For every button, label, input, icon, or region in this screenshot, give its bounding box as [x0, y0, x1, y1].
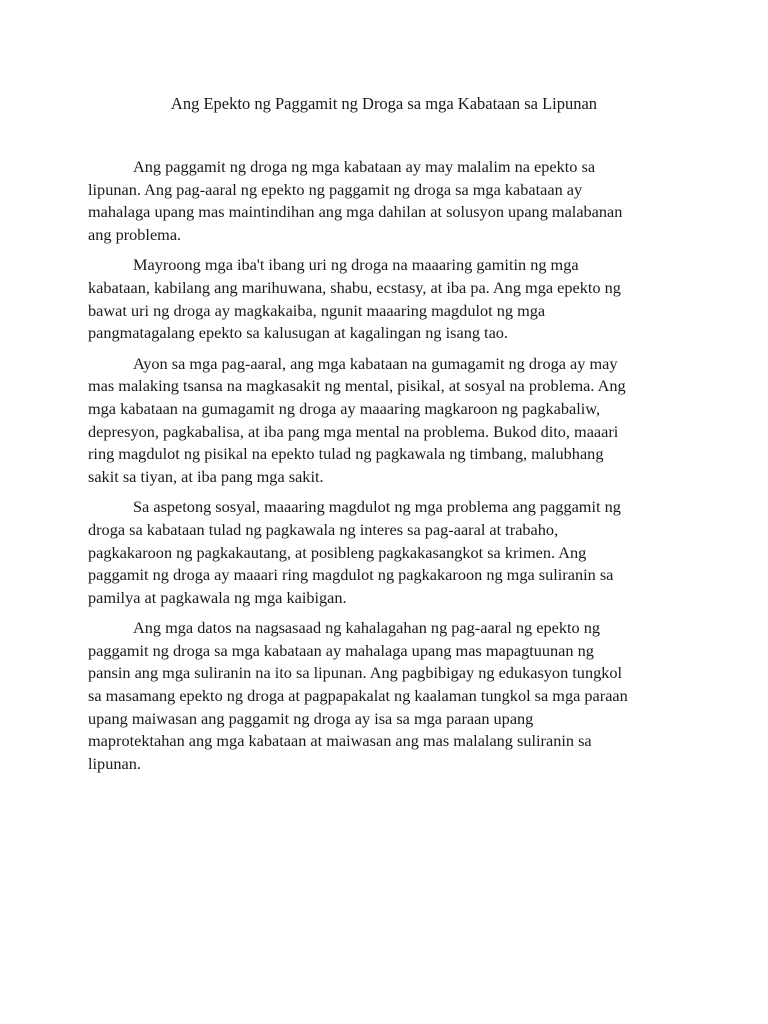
paragraph-line: Sa aspetong sosyal, maaaring magdulot ng mga problema ang paggamit ng [133, 497, 621, 517]
paragraph-3 [88, 353, 686, 489]
paragraph-line: upang maiwasan ang paggamit ng droga ay isa sa mga paraan upang [88, 708, 534, 728]
paragraph-line: maprotektahan ang mga kabataan at maiwasan ang mas malalang suliranin sa [88, 731, 592, 751]
paragraph-4 [88, 496, 686, 609]
paragraph-line: lipunan. Ang pag-aaral ng epekto ng paggamit ng droga sa mga kabataan ay [88, 179, 583, 199]
paragraph-line: paggamit ng droga ay maaari ring magdulot ng pagkakaroon ng mga suliranin sa [88, 565, 614, 585]
paragraph-line: ring magdulot ng pisikal na epekto tulad ng pagkawala ng timbang, malubhang [88, 444, 604, 464]
paragraph-line: bawat uri ng droga ay magkakaiba, ngunit maaaring magdulot ng mga [88, 300, 546, 320]
paragraph-line: Ang paggamit ng droga ng mga kabataan ay may malalim na epekto sa [133, 157, 596, 176]
paragraph-line: kabataan, kabilang ang marihuwana, shabu, ecstasy, at iba pa. Ang mga epekto ng [88, 277, 621, 297]
document-body [88, 156, 686, 783]
paragraph-line: ang problema. [88, 224, 182, 244]
paragraph-line: pamilya at pagkawala ng mga kaibigan. [88, 587, 347, 607]
paragraph-5 [88, 617, 686, 775]
paragraph-line: sa masamang epekto ng droga at pagpapakalat ng kaalaman tungkol sa mga paraan [88, 686, 628, 706]
paragraph-line: lipunan. [88, 753, 141, 773]
paragraph-line: pansin ang mga suliranin na ito sa lipunan. Ang pagbibigay ng edukasyon tungkol [88, 663, 623, 683]
paragraph-1 [88, 156, 686, 246]
paragraph-line: sakit sa tiyan, at iba pang mga sakit. [88, 466, 324, 486]
paragraph-line: Mayroong mga iba't ibang uri ng droga na maaaring gamitin ng mga [133, 255, 579, 275]
paragraph-line: depresyon, pagkabalisa, at iba pang mga mental na problema. Bukod dito, maaari [88, 421, 619, 441]
paragraph-line: mahalaga upang mas maintindihan ang mga dahilan at solusyon upang malabanan [88, 202, 623, 222]
paragraph-line: mas malaking tsansa na magkasakit ng mental, pisikal, at sosyal na problema. Ang [88, 376, 626, 396]
paragraph-line: mga kabataan na gumagamit ng droga ay maaaring magkaroon ng pagkabaliw, [88, 398, 601, 418]
paragraph-line: pangmatagalang epekto sa kalusugan at kagalingan ng isang tao. [88, 323, 509, 343]
paragraph-line: Ang mga datos na nagsasaad ng kahalagahan ng pag-aaral ng epekto ng [133, 618, 601, 638]
paragraph-line: Ayon sa mga pag-aaral, ang mga kabataan na gumagamit ng droga ay may [133, 353, 618, 373]
paragraph-line: pagkakaroon ng pagkakautang, at posibleng pagkakasangkot sa krimen. Ang [88, 542, 587, 562]
paragraph-2 [88, 254, 686, 344]
document-title: Ang Epekto ng Paggamit ng Droga sa mga Kabataan sa Lipunan [170, 94, 598, 113]
paragraph-line: paggamit ng droga sa mga kabataan ay mahalaga upang mas mapagtuunan ng [88, 640, 594, 660]
paragraph-line: droga sa kabataan tulad ng pagkawala ng interes sa pag-aaral at trabaho, [88, 519, 559, 539]
